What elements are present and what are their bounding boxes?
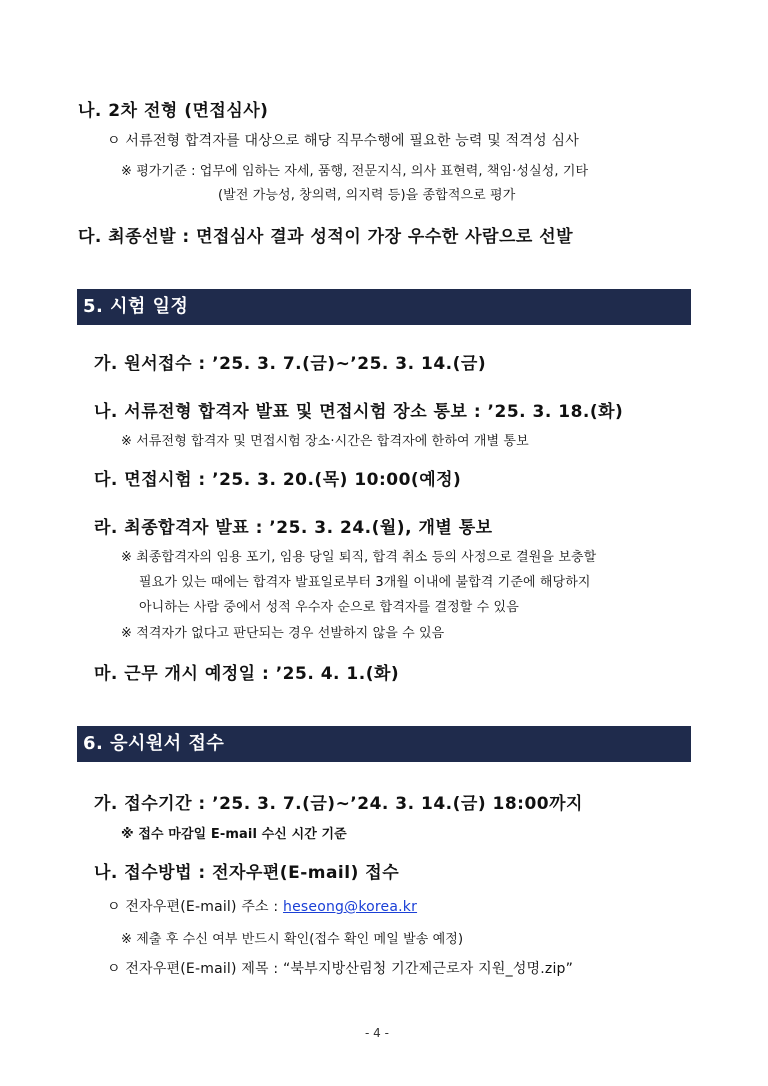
page-number: - 4 - xyxy=(365,1026,389,1040)
schedule-work-start: 마. 근무 개시 예정일 : ’25. 4. 1.(화) xyxy=(94,664,400,684)
section-6-title-bar: 6. 응시원서 접수 xyxy=(77,726,691,762)
section-na-interview-heading: 나. 2차 전형 (면접심사) xyxy=(78,101,269,121)
email-address-line xyxy=(107,896,417,916)
interview-description: ㅇ 서류전형 합격자를 대상으로 해당 직무수행에 필요한 능력 및 적격성 심사 xyxy=(107,133,579,149)
final-result-note-cont2: 아니하는 사람 중에서 성적 우수자 순으로 합격자를 결정할 수 있음 xyxy=(139,600,519,615)
evaluation-criteria-note: ※ 평가기준 : 업무에 임하는 자세, 품행, 전문지식, 의사 표현력, 책임·성실성, 기타 xyxy=(121,164,589,179)
schedule-interview: 다. 면접시험 : ’25. 3. 20.(목) 10:00(예정) xyxy=(94,470,462,490)
email-address-label: ㅇ 전자우편(E-mail) 주소 : xyxy=(107,899,284,915)
schedule-document-result: 나. 서류전형 합격자 발표 및 면접시험 장소 통보 : ’25. 3. 18.(화) xyxy=(94,402,624,422)
final-result-note: ※ 최종합격자의 임용 포기, 임용 당일 퇴직, 합격 취소 등의 사정으로 결원을 보충할 xyxy=(121,550,597,565)
email-subject-line: ㅇ 전자우편(E-mail) 제목 : “북부지방산림청 기간제근로자 지원_성명.zip” xyxy=(107,961,574,977)
section-da-final-selection: 다. 최종선발 : 면접심사 결과 성적이 가장 우수한 사람으로 선발 xyxy=(78,227,574,247)
section-5-title-bar: 5. 시험 일정 xyxy=(77,289,691,325)
evaluation-criteria-note-cont: (발전 가능성, 창의력, 의지력 등)을 종합적으로 평가 xyxy=(218,188,516,203)
application-period: 가. 접수기간 : ’25. 3. 7.(금)∼’24. 3. 14.(금) 18:00까지 xyxy=(94,794,583,814)
application-deadline-note: ※ 접수 마감일 E-mail 수신 시간 기준 xyxy=(121,827,347,842)
email-confirmation-note: ※ 제출 후 수신 여부 반드시 확인(접수 확인 메일 발송 예정) xyxy=(121,932,464,947)
schedule-final-result: 라. 최종합격자 발표 : ’25. 3. 24.(월), 개별 통보 xyxy=(94,518,493,538)
schedule-application: 가. 원서접수 : ’25. 3. 7.(금)∼’25. 3. 14.(금) xyxy=(94,354,487,374)
application-method: 나. 접수방법 : 전자우편(E-mail) 접수 xyxy=(94,863,400,883)
email-address-link[interactable]: heseong@korea.kr xyxy=(283,899,418,915)
document-result-note: ※ 서류전형 합격자 및 면접시험 장소·시간은 합격자에 한하여 개별 통보 xyxy=(121,434,529,449)
no-qualified-note: ※ 적격자가 없다고 판단되는 경우 선발하지 않을 수 있음 xyxy=(121,626,445,641)
final-result-note-cont1: 필요가 있는 때에는 합격자 발표일로부터 3개월 이내에 불합격 기준에 해당하지 xyxy=(139,575,591,590)
